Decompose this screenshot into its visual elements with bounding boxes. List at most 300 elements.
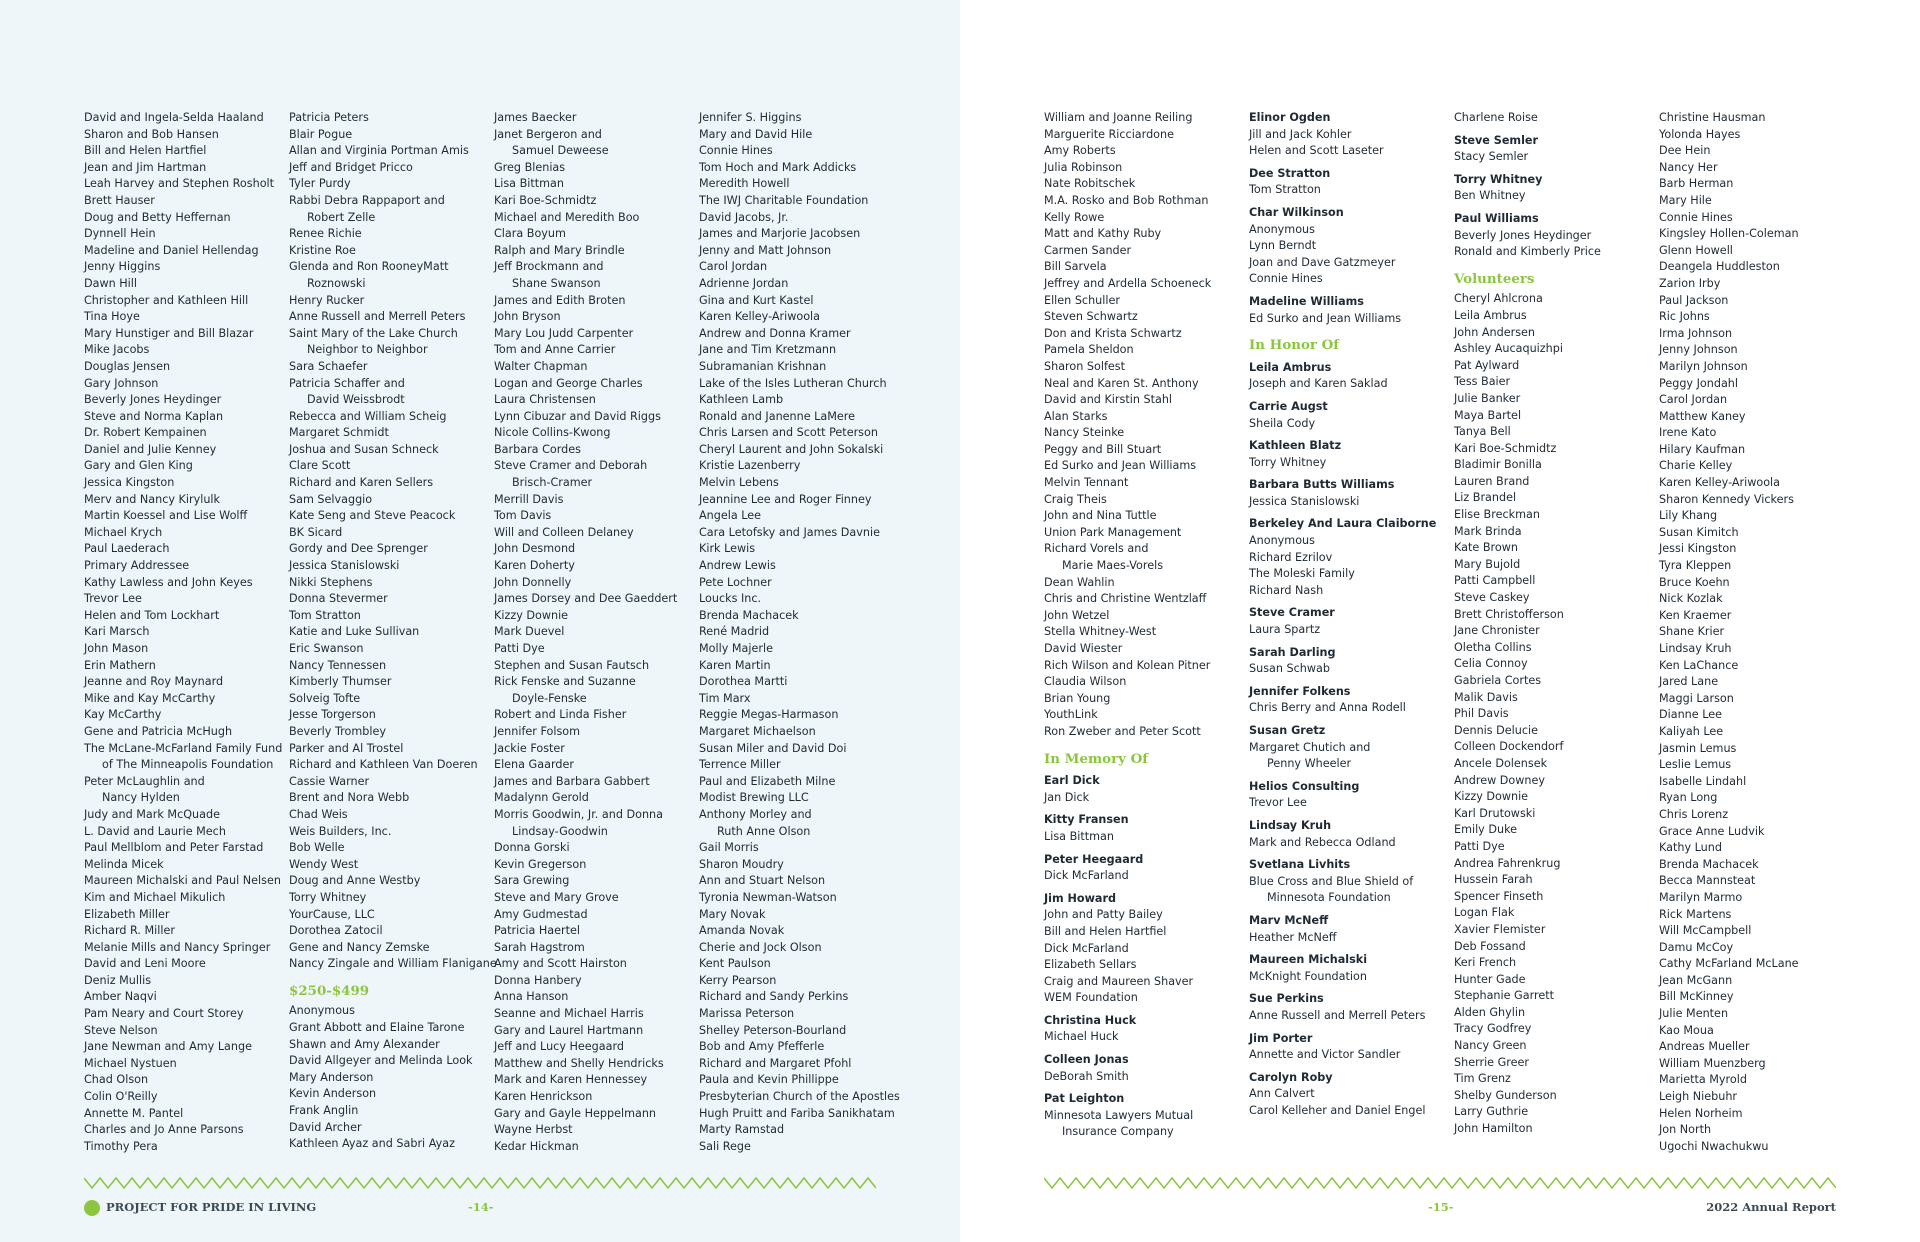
- donor-name: Tom Davis: [494, 509, 552, 523]
- donor-name: Amy Gudmestad: [494, 907, 588, 921]
- honoree-name: Christina Huck: [1044, 1013, 1137, 1027]
- donor-name: Melvin Lebens: [699, 476, 779, 490]
- donor-name: Jenny Johnson: [1659, 343, 1738, 357]
- donor-name: Tom Stratton: [1249, 183, 1321, 197]
- donor-name: Henry Rucker: [289, 293, 365, 307]
- donor-name: Kent Paulson: [699, 957, 771, 971]
- donor-name: Ed Surko and Jean Williams: [1249, 311, 1402, 325]
- donor-name: Andrew and Donna Kramer: [699, 326, 851, 340]
- donor-name: David and Leni Moore: [84, 957, 206, 971]
- donor-name: Jeff Brockmann and Shane Swanson: [494, 260, 604, 290]
- donor-name: Donna Hanbery: [494, 973, 582, 987]
- donor-name: Brenda Machacek: [699, 608, 799, 622]
- donor-name: Modist Brewing LLC: [699, 791, 809, 805]
- donor-name: Timothy Pera: [84, 1139, 158, 1153]
- donor-name: Amanda Novak: [699, 924, 785, 938]
- donor-name: Kevin Gregerson: [494, 857, 587, 871]
- donor-name: Isabelle Lindahl: [1659, 774, 1747, 788]
- donor-name: Helen Norheim: [1659, 1106, 1743, 1120]
- donor-name: Steve Cramer and Deborah Brisch-Cramer: [494, 459, 648, 490]
- donor-name: Sara Grewing: [494, 874, 570, 888]
- donor-name: Kathy Lawless and John Keyes: [84, 575, 253, 589]
- donor-name: Laura Spartz: [1249, 623, 1321, 637]
- donor-name: Doug and Anne Westby: [289, 874, 421, 888]
- donor-name: Heather McNeff: [1249, 930, 1337, 944]
- donor-name: Kristine Roe: [289, 243, 356, 257]
- donor-name: Mary Novak: [699, 907, 766, 921]
- donor-name: Mary Anderson: [289, 1070, 374, 1084]
- donor-name: Lauren Brand: [1454, 474, 1530, 488]
- donor-name: Dee Hein: [1659, 144, 1711, 158]
- donor-name: Frank Anglin: [289, 1104, 359, 1118]
- donor-name: Liz Brandel: [1454, 491, 1517, 505]
- donor-name: Emily Duke: [1454, 823, 1518, 837]
- donor-name: Paul and Elizabeth Milne: [699, 774, 836, 788]
- donor-name: Union Park Management: [1044, 525, 1182, 539]
- donor-name: Mark Brinda: [1454, 524, 1522, 538]
- donor-name: Bill McKinney: [1659, 990, 1734, 1004]
- donor-name: Michael Nystuen: [84, 1056, 177, 1070]
- donor-name: The IWJ Charitable Foundation: [699, 193, 869, 207]
- donor-name: Deniz Mullis: [84, 973, 152, 987]
- donor-name: David Archer: [289, 1120, 362, 1134]
- donor-name: Ashley Aucaquizhpi: [1454, 342, 1563, 356]
- donor-name: Malik Davis: [1454, 690, 1518, 704]
- right-page: [960, 0, 1920, 1242]
- donor-name: Larry Guthrie: [1454, 1105, 1529, 1119]
- donor-name: Julia Robinson: [1044, 160, 1123, 174]
- donor-name: Xavier Flemister: [1454, 922, 1546, 936]
- donor-name: Mark Duevel: [494, 625, 565, 639]
- donor-name: Patricia Peters: [289, 111, 369, 124]
- donor-name: Jessica Stanislowski: [289, 559, 400, 573]
- donor-name: Meredith Howell: [699, 177, 790, 191]
- donor-name: Marilyn Marmo: [1659, 890, 1743, 904]
- honoree-name: Jim Porter: [1249, 1031, 1313, 1045]
- donor-name: Kirk Lewis: [699, 542, 756, 556]
- donor-name: Jane Newman and Amy Lange: [84, 1040, 252, 1054]
- donor-name: Brenda Machacek: [1659, 857, 1759, 871]
- donor-name: Margaret Chutich and Penny Wheeler: [1249, 740, 1371, 771]
- donor-name: Andrew Lewis: [699, 559, 776, 573]
- donor-name: Tanya Bell: [1454, 425, 1511, 439]
- donor-name: Richard Vorels and Marie Maes-Vorels: [1044, 542, 1164, 573]
- donor-name: Jared Lane: [1659, 675, 1719, 689]
- donor-name: Elena Gaarder: [494, 758, 574, 772]
- donor-name: Mary Hile: [1659, 193, 1712, 207]
- donor-name: Leigh Niebuhr: [1659, 1090, 1738, 1104]
- donor-name: Sharon Solfest: [1044, 359, 1125, 373]
- donor-name: Irma Johnson: [1659, 326, 1733, 340]
- donor-name: Jeffrey and Ardella Schoeneck: [1044, 276, 1212, 290]
- donor-name: Wendy West: [289, 857, 359, 871]
- donor-name: Annette and Victor Sandler: [1249, 1048, 1401, 1062]
- donor-name: Patti Campbell: [1454, 574, 1536, 588]
- zigzag-divider: [84, 1176, 876, 1190]
- section-heading: In Honor Of: [1249, 337, 1340, 354]
- donor-name: Christopher and Kathleen Hill: [84, 293, 249, 307]
- donor-name: Dawn Hill: [84, 276, 138, 290]
- donor-name: Elizabeth Miller: [84, 907, 170, 921]
- donor-name: Anna Hanson: [494, 990, 569, 1004]
- donor-name: Jan Dick: [1044, 790, 1090, 804]
- donor-name: Tyra Kleppen: [1659, 559, 1732, 573]
- honoree-name: Paul Williams: [1454, 211, 1539, 225]
- donor-name: Kizzy Downie: [1454, 790, 1529, 804]
- donor-name: Beverly Jones Heydinger: [1454, 228, 1592, 242]
- donor-name: Joseph and Karen Saklad: [1249, 377, 1388, 391]
- donor-name: Alan Starks: [1044, 409, 1108, 423]
- donor-name: Nancy Tennessen: [289, 658, 387, 672]
- donor-name: Renee Richie: [289, 227, 362, 241]
- donor-name: Loucks Inc.: [699, 592, 762, 606]
- donor-name: Carmen Sander: [1044, 243, 1132, 257]
- donor-name: William Muenzberg: [1659, 1056, 1766, 1070]
- donor-name: Don and Krista Schwartz: [1044, 326, 1182, 340]
- donor-name: Shawn and Amy Alexander: [289, 1037, 440, 1051]
- donor-name: Patricia Haertel: [494, 924, 580, 938]
- donor-name: Presbyterian Church of the Apostles: [699, 1090, 900, 1104]
- donor-name: Kimberly Thumser: [289, 675, 392, 689]
- donor-name: Ed Surko and Jean Williams: [1044, 459, 1197, 473]
- donor-name: Barbara Cordes: [494, 442, 581, 456]
- donor-name: Pamela Sheldon: [1044, 343, 1134, 357]
- donor-name: Dick McFarland: [1044, 869, 1129, 883]
- honoree-name: Lindsay Kruh: [1249, 818, 1332, 832]
- honoree-name: Sarah Darling: [1249, 645, 1336, 659]
- donor-name: Connie Hines: [1659, 210, 1733, 224]
- donor-column: [1454, 110, 1659, 1155]
- donor-name: Amber Naqvi: [84, 990, 157, 1004]
- donor-name: Judy and Mark McQuade: [84, 807, 220, 821]
- donor-name: Ugochi Nwachukwu: [1659, 1139, 1769, 1153]
- donor-name: Rick Fenske and Suzanne Doyle-Fenske: [494, 675, 636, 705]
- section-heading: In Memory Of: [1044, 750, 1149, 767]
- donor-name: David and Kirstin Stahl: [1044, 393, 1173, 407]
- donor-name: Cherie and Jock Olson: [699, 940, 822, 954]
- donor-name: Mary and David Hile: [699, 127, 813, 141]
- donor-name: Dynnell Hein: [84, 227, 156, 241]
- donor-name: Charles and Jo Anne Parsons: [84, 1123, 244, 1137]
- donor-name: Tom Stratton: [289, 608, 361, 622]
- donor-name: Helen and Tom Lockhart: [84, 608, 220, 622]
- donor-name: Weis Builders, Inc.: [289, 824, 392, 838]
- donor-name: Charlene Roise: [1454, 111, 1538, 124]
- donor-name: Ben Whitney: [1454, 189, 1526, 203]
- donor-name: Chad Olson: [84, 1073, 149, 1087]
- donor-name: Ron Zweber and Peter Scott: [1044, 724, 1201, 738]
- donor-name: Tom and Anne Carrier: [494, 343, 616, 357]
- donor-name: Brent and Nora Webb: [289, 791, 410, 805]
- donor-name: Richard and Sandy Perkins: [699, 990, 849, 1004]
- donor-name: Lake of the Isles Lutheran Church: [699, 376, 887, 390]
- honoree-name: Kathleen Blatz: [1249, 439, 1342, 453]
- donor-name: Susan Schwab: [1249, 662, 1330, 676]
- donor-name: Gary Johnson: [84, 376, 159, 390]
- donor-name: Bladimir Bonilla: [1454, 458, 1542, 472]
- donor-name: Bob Welle: [289, 841, 345, 855]
- donor-name: Jessica Kingston: [84, 476, 175, 490]
- donor-name: John Bryson: [494, 310, 561, 324]
- donor-name: Maggi Larson: [1659, 691, 1734, 705]
- donor-name: Lynn Berndt: [1249, 239, 1317, 253]
- donor-name: Paula and Kevin Phillippe: [699, 1073, 839, 1087]
- donor-name: Matthew and Shelly Hendricks: [494, 1056, 664, 1070]
- donor-name: Angela Lee: [699, 509, 762, 523]
- donor-column: [494, 110, 699, 1155]
- donor-name: Leslie Lemus: [1659, 758, 1732, 772]
- donor-name: Stephen and Susan Fautsch: [494, 658, 650, 672]
- donor-name: Trevor Lee: [1249, 796, 1307, 810]
- donor-name: Ralph and Mary Brindle: [494, 243, 625, 257]
- donor-name: Susan Miler and David Doi: [699, 741, 847, 755]
- donor-name: Marty Ramstad: [699, 1123, 785, 1137]
- donor-name: Brett Hauser: [84, 193, 155, 207]
- donor-name: WEM Foundation: [1044, 991, 1138, 1005]
- donor-name: Brian Young: [1044, 691, 1111, 705]
- honoree-name: Jennifer Folkens: [1249, 684, 1351, 698]
- donor-name: Zarion Irby: [1659, 276, 1721, 290]
- donor-name: Gordy and Dee Sprenger: [289, 542, 428, 556]
- donor-name: Carol Kelleher and Daniel Engel: [1249, 1103, 1426, 1117]
- donor-name: Greg Blenias: [494, 160, 566, 174]
- donor-name: Andrew Downey: [1454, 773, 1545, 787]
- donor-name: Rabbi Debra Rappaport and Robert Zelle: [289, 193, 445, 224]
- donor-name: Lisa Bittman: [1044, 829, 1114, 843]
- honoree-name: Svetlana Livhits: [1249, 858, 1351, 872]
- donor-name: Mary Lou Judd Carpenter: [494, 326, 634, 340]
- donor-name: Kari Boe-Schmidtz: [494, 193, 597, 207]
- donor-name: Jill and Jack Kohler: [1249, 127, 1352, 141]
- honoree-name: Jim Howard: [1044, 891, 1117, 905]
- donor-name: David Allgeyer and Melinda Look: [289, 1054, 473, 1068]
- donor-name: Maureen Michalski and Paul Nelsen: [84, 874, 281, 888]
- honoree-name: Carolyn Roby: [1249, 1070, 1333, 1084]
- donor-name: Colleen Dockendorf: [1454, 740, 1564, 754]
- page-number: -15-: [1428, 1200, 1454, 1214]
- donor-name: Chris Larsen and Scott Peterson: [699, 426, 878, 440]
- donor-name: Stella Whitney-West: [1044, 625, 1157, 639]
- donor-name: Ken LaChance: [1659, 658, 1739, 672]
- donor-name: Jenny and Matt Johnson: [699, 243, 832, 257]
- donor-name: Ancele Dolensek: [1454, 756, 1548, 770]
- donor-name: Kingsley Hollen-Coleman: [1659, 227, 1799, 241]
- honoree-name: Peter Heegaard: [1044, 852, 1144, 866]
- donor-name: John Andersen: [1454, 325, 1536, 339]
- donor-column: [1249, 110, 1454, 1155]
- donor-name: Julie Menten: [1659, 1007, 1729, 1021]
- donor-name: Richard and Kathleen Van Doeren: [289, 758, 478, 772]
- donor-name: Jane and Tim Kretzmann: [699, 343, 837, 357]
- donor-name: Kari Boe-Schmidtz: [1454, 441, 1557, 455]
- donor-name: Kari Marsch: [84, 625, 150, 639]
- donor-name: Anonymous: [1249, 534, 1315, 548]
- donor-name: Margaret Michaelson: [699, 724, 816, 738]
- donor-name: Kelly Rowe: [1044, 210, 1105, 224]
- donor-name: Marguerite Ricciardone: [1044, 127, 1174, 141]
- donor-name: Colin O'Reilly: [84, 1090, 158, 1104]
- donor-name: Hilary Kaufman: [1659, 442, 1746, 456]
- donor-name: Rick Martens: [1659, 907, 1732, 921]
- donor-name: Annette M. Pantel: [84, 1106, 184, 1120]
- donor-name: Jeannine Lee and Roger Finney: [699, 492, 872, 506]
- honoree-name: Sue Perkins: [1249, 992, 1324, 1006]
- donor-name: Pete Lochner: [699, 575, 772, 589]
- donor-name: Yolonda Hayes: [1659, 127, 1741, 141]
- honoree-name: Elinor Ogden: [1249, 111, 1331, 124]
- honoree-name: Berkeley And Laura Claiborne: [1249, 517, 1437, 531]
- donor-name: Paul Mellblom and Peter Farstad: [84, 841, 264, 855]
- donor-name: Kathleen Lamb: [699, 393, 784, 407]
- donor-name: Nicole Collins-Kwong: [494, 426, 611, 440]
- donor-name: Donna Gorski: [494, 841, 570, 855]
- donor-name: Jeanne and Roy Maynard: [84, 675, 224, 689]
- honoree-name: Steve Semler: [1454, 133, 1539, 147]
- logo-icon: [84, 1200, 100, 1216]
- donor-name: Jean McGann: [1659, 973, 1733, 987]
- donor-name: McKnight Foundation: [1249, 969, 1367, 983]
- donor-name: Logan Flak: [1454, 906, 1515, 920]
- donor-name: Bill and Helen Hartfiel: [1044, 924, 1167, 938]
- donor-name: Kedar Hickman: [494, 1139, 579, 1153]
- donor-name: Ellen Schuller: [1044, 293, 1120, 307]
- donor-name: Dorothea Martti: [699, 675, 788, 689]
- donor-name: Janet Bergeron and Samuel Deweese: [494, 127, 609, 158]
- donor-name: Andrea Fahrenkrug: [1454, 856, 1561, 870]
- donor-name: Peter McLaughlin and Nancy Hylden: [84, 774, 205, 805]
- donor-name: Patti Dye: [1454, 839, 1505, 853]
- donor-name: Jon North: [1659, 1123, 1712, 1137]
- donor-name: Ronald and Kimberly Price: [1454, 245, 1601, 259]
- donor-name: Hussein Farah: [1454, 873, 1533, 887]
- donor-name: Celia Connoy: [1454, 657, 1528, 671]
- donor-name: Katie and Luke Sullivan: [289, 625, 420, 639]
- section-heading: $250-$499: [289, 982, 370, 999]
- donor-name: Cara Letofsky and James Davnie: [699, 525, 880, 539]
- donor-name: Terrence Miller: [699, 758, 781, 772]
- donor-name: Subramanian Krishnan: [699, 359, 827, 373]
- donor-name: Craig Theis: [1044, 492, 1107, 506]
- donor-name: Amy Roberts: [1044, 144, 1116, 158]
- donor-name: Connie Hines: [1249, 272, 1323, 286]
- donor-name: Allan and Virginia Portman Amis: [289, 144, 469, 158]
- donor-name: Deangela Huddleston: [1659, 260, 1780, 274]
- donor-name: Irene Kato: [1659, 426, 1717, 440]
- donor-name: Tyronia Newman-Watson: [699, 890, 837, 904]
- donor-name: Walter Chapman: [494, 359, 588, 373]
- donor-name: Will McCampbell: [1659, 924, 1752, 938]
- donor-column: [1659, 110, 1864, 1155]
- donor-name: Bob and Amy Pfefferle: [699, 1040, 825, 1054]
- zigzag-divider: [1044, 1176, 1836, 1190]
- honoree-name: Maureen Michalski: [1249, 953, 1368, 967]
- donor-name: Elizabeth Sellars: [1044, 958, 1137, 972]
- honoree-name: Pat Leighton: [1044, 1092, 1125, 1106]
- donor-name: Seanne and Michael Harris: [494, 1007, 644, 1021]
- donor-name: Jennifer S. Higgins: [699, 111, 802, 124]
- donor-name: Clare Scott: [289, 459, 351, 473]
- donor-name: Jane Chronister: [1454, 624, 1540, 638]
- donor-name: Patricia Schaffer and David Weissbrodt: [289, 376, 405, 407]
- donor-name: Gary and Glen King: [84, 459, 193, 473]
- donor-name: Dennis Delucie: [1454, 723, 1539, 737]
- donor-name: Neal and Karen St. Anthony: [1044, 376, 1199, 390]
- donor-name: Blair Pogue: [289, 127, 353, 141]
- donor-name: Susan Kimitch: [1659, 525, 1739, 539]
- honoree-name: Kitty Fransen: [1044, 813, 1129, 827]
- donor-name: Tyler Purdy: [289, 177, 351, 191]
- donor-name: BK Sicard: [289, 525, 343, 539]
- donor-name: Parker and Al Trostel: [289, 741, 404, 755]
- donor-name: Karl Drutowski: [1454, 806, 1536, 820]
- donor-name: Marissa Peterson: [699, 1007, 795, 1021]
- donor-name: William and Joanne Reiling: [1044, 111, 1193, 124]
- donor-name: Carol Jordan: [1659, 393, 1728, 407]
- donor-name: Tim Marx: [699, 691, 751, 705]
- donor-name: M.A. Rosko and Bob Rothman: [1044, 193, 1209, 207]
- donor-name: Keri French: [1454, 956, 1517, 970]
- donor-name: The Moleski Family: [1249, 567, 1355, 581]
- donor-name: Sherrie Greer: [1454, 1055, 1530, 1069]
- donor-name: Torry Whitney: [289, 890, 367, 904]
- donor-name: Merrill Davis: [494, 492, 564, 506]
- donor-name: Anonymous: [1249, 222, 1315, 236]
- donor-name: Kate Seng and Steve Peacock: [289, 509, 456, 523]
- donor-name: Peggy Jondahl: [1659, 376, 1739, 390]
- donor-name: Christine Hausman: [1659, 111, 1766, 124]
- donor-name: Joan and Dave Gatzmeyer: [1249, 255, 1396, 269]
- donor-name: YourCause, LLC: [289, 907, 375, 921]
- donor-name: Gail Morris: [699, 841, 759, 855]
- donor-name: Maya Bartel: [1454, 408, 1522, 422]
- donor-name: James and Edith Broten: [494, 293, 626, 307]
- donor-name: Gene and Patricia McHugh: [84, 724, 233, 738]
- donor-name: Damu McCoy: [1659, 940, 1734, 954]
- donor-name: Nancy Steinke: [1044, 426, 1125, 440]
- donor-name: Spencer Finseth: [1454, 889, 1544, 903]
- donor-name: John Donnelly: [494, 575, 572, 589]
- donor-name: Sharon Moudry: [699, 857, 784, 871]
- donor-name: Minnesota Lawyers Mutual Insurance Company: [1044, 1108, 1194, 1139]
- donor-name: Grant Abbott and Elaine Tarone: [289, 1021, 465, 1035]
- donor-name: Chris Lorenz: [1659, 807, 1729, 821]
- donor-name: Michael Huck: [1044, 1030, 1119, 1044]
- donor-name: Tess Baier: [1454, 375, 1511, 389]
- donor-name: Ann and Stuart Nelson: [699, 874, 826, 888]
- donor-name: Lily Khang: [1659, 509, 1718, 523]
- donor-name: Shane Krier: [1659, 625, 1725, 639]
- donor-name: Merv and Nancy Kirylulk: [84, 492, 221, 506]
- donor-name: Tom Hoch and Mark Addicks: [699, 160, 857, 174]
- donor-name: Jackie Foster: [494, 741, 565, 755]
- donor-name: Richard Ezrilov: [1249, 550, 1333, 564]
- donor-name: Douglas Jensen: [84, 359, 171, 373]
- donor-name: Sarah Hagstrom: [494, 940, 585, 954]
- donor-name: Sheila Cody: [1249, 416, 1316, 430]
- honoree-name: Colleen Jonas: [1044, 1053, 1129, 1067]
- donor-name: Mark and Rebecca Odland: [1249, 835, 1396, 849]
- donor-name: Donna Stevermer: [289, 592, 388, 606]
- honoree-name: Barbara Butts Williams: [1249, 478, 1395, 492]
- donor-name: Kao Moua: [1659, 1023, 1714, 1037]
- donor-name: Phil Davis: [1454, 707, 1509, 721]
- donor-column: [84, 110, 289, 1155]
- donor-name: Karen Kelley-Ariwoola: [699, 310, 821, 324]
- donor-name: Anonymous: [289, 1004, 355, 1018]
- donor-name: Shelby Gunderson: [1454, 1088, 1557, 1102]
- donor-name: Steve Caskey: [1454, 591, 1530, 605]
- donor-name: Daniel and Julie Kenney: [84, 442, 217, 456]
